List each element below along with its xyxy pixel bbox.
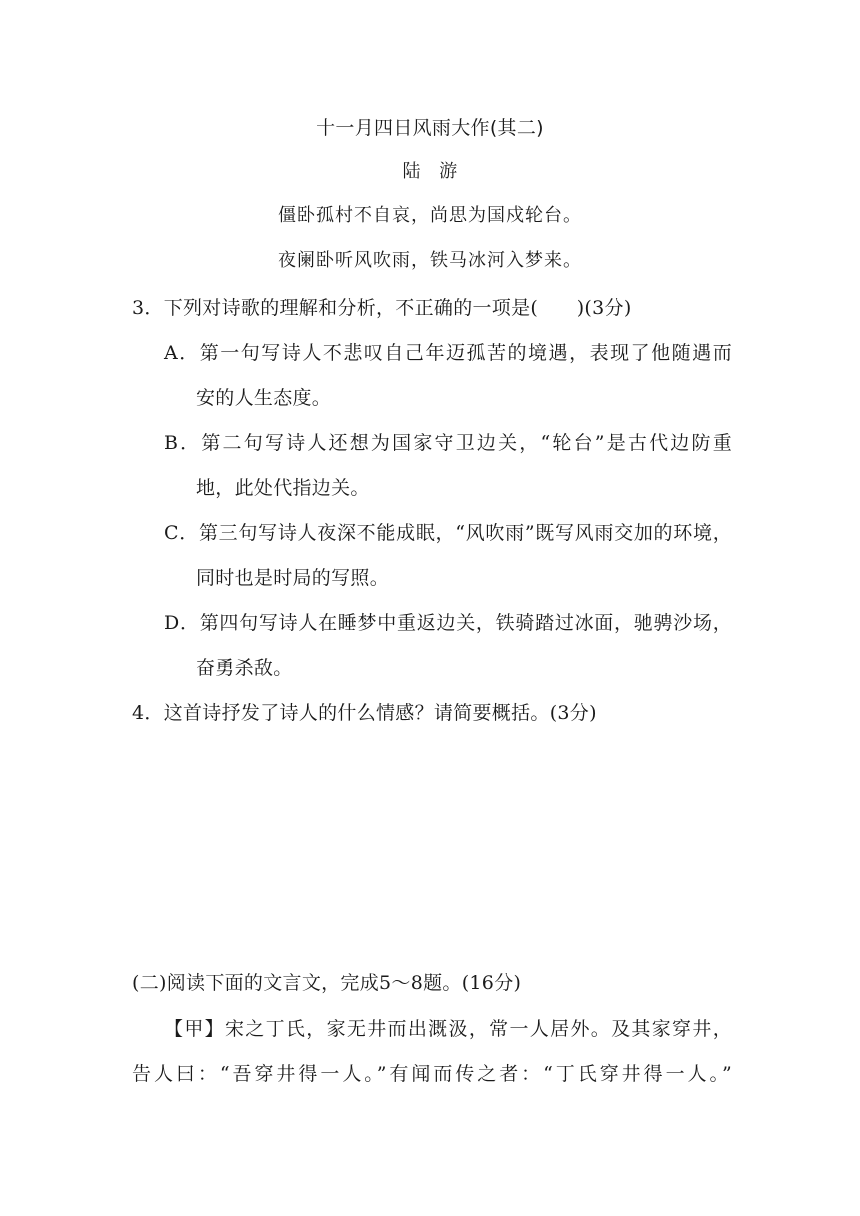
question-4-stem: 4．这首诗抒发了诗人的什么情感？请简要概括。(3分) <box>132 702 597 724</box>
option-d-line-1: D．第四句写诗人在睡梦中重返边关，铁骑踏过冰面，驰骋沙场， <box>164 612 732 634</box>
poem-title: 十一月四日风雨大作(其二) <box>316 117 544 139</box>
option-d-line-2: 奋勇杀敌。 <box>196 657 293 679</box>
option-c-line-2: 同时也是时局的写照。 <box>196 567 390 589</box>
section-2-header: (二)阅读下面的文言文，完成5～8题。(16分) <box>132 972 522 994</box>
option-c-line-1: C．第三句写诗人夜深不能成眠，“风吹雨”既写风雨交加的环境， <box>164 522 732 544</box>
option-b-line-2: 地，此处代指边关。 <box>196 477 370 499</box>
passage-line-1: 【甲】宋之丁氏，家无井而出溉汲，常一人居外。及其家穿井， <box>164 1018 732 1040</box>
poem-line-1: 僵卧孤村不自哀，尚思为国戍轮台。 <box>278 205 582 226</box>
question-3-stem: 3．下列对诗歌的理解和分析，不正确的一项是( )(3分) <box>132 297 632 319</box>
answer-area <box>132 735 732 955</box>
passage-line-2: 告人曰：“吾穿井得一人。”有闻而传之者：“丁氏穿井得一人。” <box>132 1063 732 1085</box>
option-b-line-1: B．第二句写诗人还想为国家守卫边关，“轮台”是古代边防重 <box>164 432 732 454</box>
option-a-line-1: A．第一句写诗人不悲叹自己年迈孤苦的境遇，表现了他随遇而 <box>164 342 732 364</box>
poem-author: 陆 游 <box>402 161 458 182</box>
option-a-line-2: 安的人生态度。 <box>196 387 332 409</box>
poem-line-2: 夜阑卧听风吹雨，铁马冰河入梦来。 <box>278 250 582 271</box>
